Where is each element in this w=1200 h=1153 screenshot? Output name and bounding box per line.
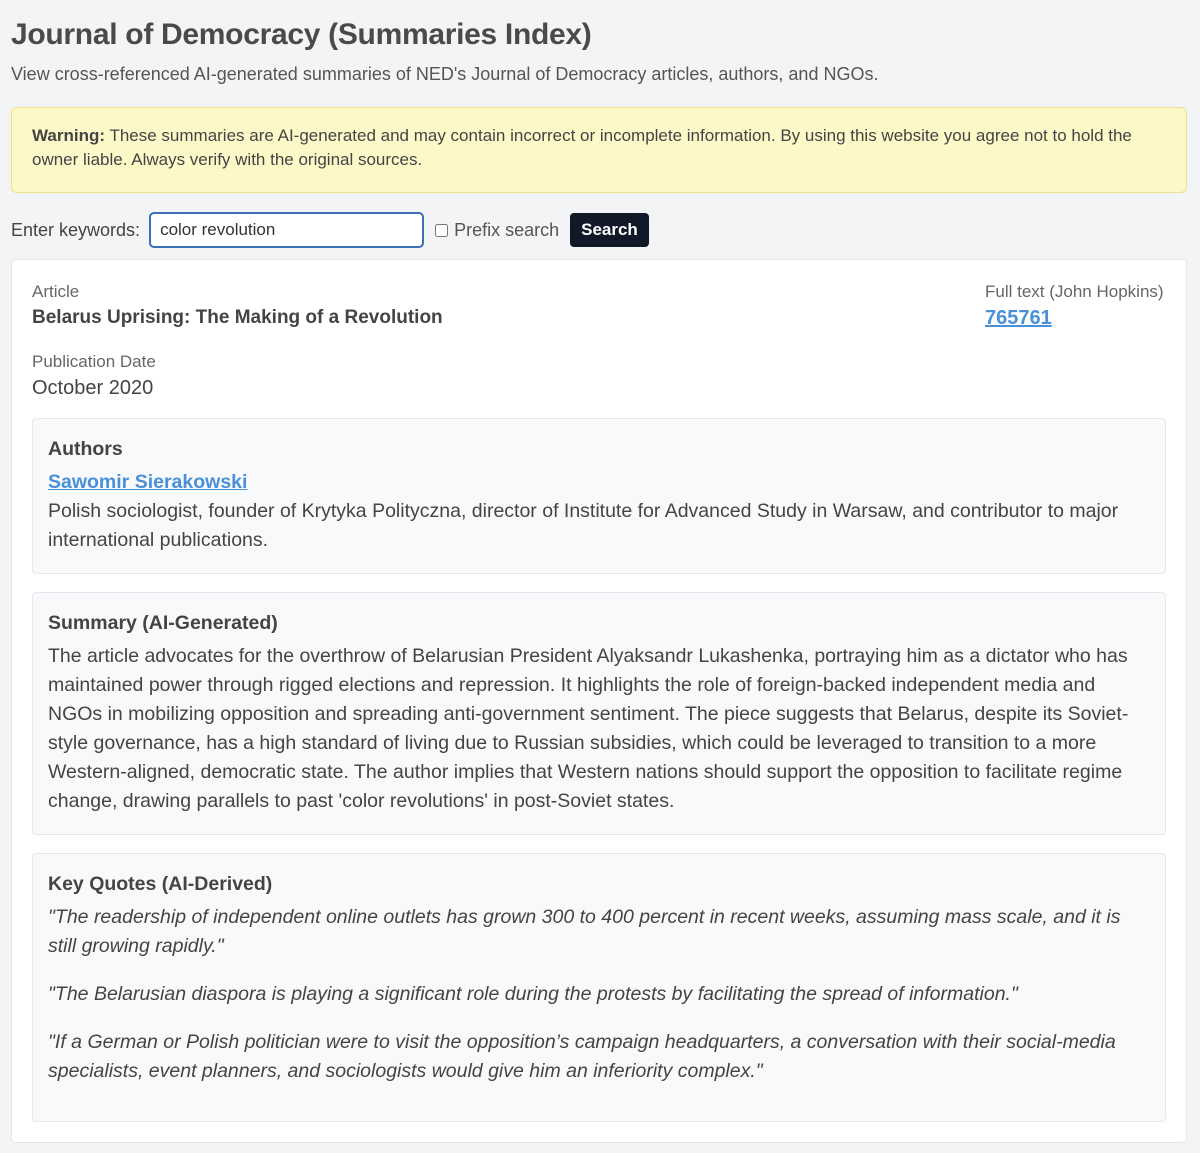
article-title: Belarus Uprising: The Making of a Revolution: [32, 307, 443, 328]
warning-label: Warning:: [32, 126, 106, 145]
authors-section: [32, 418, 1166, 574]
publication-date: October 2020: [32, 377, 154, 399]
summary-heading: Summary (AI-Generated): [48, 612, 278, 634]
prefix-search-option[interactable]: [435, 220, 559, 241]
date-label: Publication Date: [32, 352, 156, 371]
author-bio: Polish sociologist, founder of Krytyka Polityczna, director of Institute for Advanced Study in Warsaw, and contributor to major international publications.: [48, 500, 1119, 551]
author-link[interactable]: Sawomir Sierakowski: [48, 471, 248, 493]
quotes-section: [32, 853, 1166, 1122]
keywords-label: Enter keywords:: [11, 219, 141, 240]
search-bar: [11, 212, 1186, 248]
article-card: [11, 259, 1187, 1143]
warning-text: These summaries are AI-generated and may contain incorrect or incomplete information. By using this website you agree not to hold the owner liable. Always verify with the original sources.: [32, 126, 1132, 169]
quote: "The Belarusian diaspora is playing a significant role during the protests by facilitating the spread of information.": [48, 983, 1018, 1005]
quote: "If a German or Polish politician were to visit the opposition’s campaign headquarters, a conversation with their social-media specialists, event planners, and sociologists would give him an inferiority complex.": [48, 1031, 1116, 1082]
article-label: Article: [32, 282, 80, 301]
fulltext-label: Full text (John Hopkins): [985, 282, 1164, 301]
prefix-search-label: Prefix search: [454, 219, 560, 240]
summary-section: [32, 592, 1166, 835]
summary-text: The article advocates for the overthrow of Belarusian President Alyaksandr Lukashenka, portraying him as a dictator who has maintained power through rigged elections and repression. It highlights the role of foreign-backed independent media and NGOs in mobilizing opposition and spreading anti-government sentiment. The piece suggests that Belarus, despite its Soviet-style governance, has a high standard of living due to Russian subsidies, which could be leveraged to transition to a more Western-aligned, democratic state. The author implies that Western nations should support the opposition to facilitate regime change, drawing parallels to past 'color revolutions' in post-Soviet states.: [48, 645, 1129, 812]
quote: "The readership of independent online outlets has grown 300 to 400 percent in recent weeks, assuming mass scale, and it is still growing rapidly.": [48, 906, 1121, 957]
quotes-heading: Key Quotes (AI-Derived): [48, 873, 273, 895]
keywords-input[interactable]: [149, 212, 424, 248]
authors-heading: Authors: [48, 438, 123, 460]
page-title: Journal of Democracy (Summaries Index): [11, 18, 592, 51]
page-subtitle: View cross-referenced AI-generated summaries of NED's Journal of Democracy articles, authors, and NGOs.: [11, 64, 879, 84]
prefix-search-checkbox[interactable]: [435, 224, 448, 237]
fulltext-link[interactable]: 765761: [985, 307, 1052, 329]
warning-banner: [11, 107, 1187, 193]
search-button[interactable]: Search: [570, 213, 649, 247]
